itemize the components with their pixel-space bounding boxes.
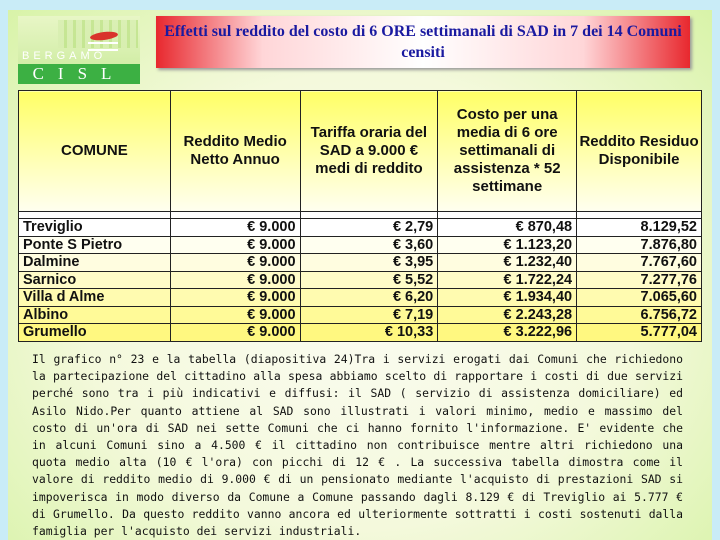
cell-comune: Villa d Alme bbox=[19, 289, 171, 307]
cell-residuo: 5.777,04 bbox=[577, 324, 702, 342]
cell-comune: Dalmine bbox=[19, 254, 171, 272]
header-comune: COMUNE bbox=[19, 91, 171, 212]
cell-tariffa: € 10,33 bbox=[300, 324, 438, 342]
cell-comune: Albino bbox=[19, 306, 171, 324]
cell-tariffa: € 6,20 bbox=[300, 289, 438, 307]
cell-comune: Grumello bbox=[19, 324, 171, 342]
cell-residuo: 7.065,60 bbox=[577, 289, 702, 307]
table-row bbox=[19, 324, 702, 342]
cell-tariffa: € 5,52 bbox=[300, 271, 438, 289]
cell-residuo: 7.277,76 bbox=[577, 271, 702, 289]
logo-city: BERGAMO bbox=[22, 50, 107, 62]
cisl-bergamo-logo bbox=[18, 16, 140, 84]
cell-reddito: € 9.000 bbox=[170, 306, 300, 324]
cell-residuo: 6.756,72 bbox=[577, 306, 702, 324]
cell-tariffa: € 3,95 bbox=[300, 254, 438, 272]
table-row bbox=[19, 289, 702, 307]
cell-reddito: € 9.000 bbox=[170, 324, 300, 342]
cell-costo: € 1.123,20 bbox=[438, 236, 577, 254]
income-table bbox=[18, 90, 702, 342]
table-row bbox=[19, 219, 702, 237]
cell-costo: € 870,48 bbox=[438, 219, 577, 237]
cell-reddito: € 9.000 bbox=[170, 271, 300, 289]
header-reddito: Reddito Medio Netto Annuo bbox=[170, 91, 300, 212]
table-row bbox=[19, 236, 702, 254]
cell-costo: € 1.722,24 bbox=[438, 271, 577, 289]
table-row bbox=[19, 271, 702, 289]
header-residuo: Reddito Residuo Disponibile bbox=[577, 91, 702, 212]
cell-tariffa: € 2,79 bbox=[300, 219, 438, 237]
logo-org: CISL bbox=[18, 64, 140, 84]
cell-residuo: 7.767,60 bbox=[577, 254, 702, 272]
table-row bbox=[19, 254, 702, 272]
cell-costo: € 1.934,40 bbox=[438, 289, 577, 307]
cell-comune: Ponte S Pietro bbox=[19, 236, 171, 254]
cell-comune: Sarnico bbox=[19, 271, 171, 289]
cell-tariffa: € 7,19 bbox=[300, 306, 438, 324]
cell-comune: Treviglio bbox=[19, 219, 171, 237]
cell-residuo: 7.876,80 bbox=[577, 236, 702, 254]
body-text: Il grafico n° 23 e la tabella (diapositiva 24)Tra i servizi erogati dai Comuni che richiedono la partecipazione del cittadino alla spesa abbiamo scelto di rapportare i costi di due servizi perché sono tra i più indicativi e diffusi: il SAD ( servizio di assistenza domiciliare) ed Asilo Nido.Per quanto attiene al SAD sono illustrati i valori minimo, medio e massimo del costo di un'ora di SAD nei sette Comuni che ci hanno fornito l'informazione. E' evidente che in alcuni Comuni sino a 4.500 € il cittadino non contribuisce mentre altri richiedono una quota medio alta (10 € l'ora) con picchi di 12 € . La successiva tabella dimostra come il valore di reddito medio di 9.000 € di un pensionato mediante l'acquisto di prestazioni SAD si impoverisca in modo diverso da Comune a Comune passando dagli 8.129 € di Treviglio ai 5.777 € di Grumello. Da questo reddito vanno ancora ed ulteriormente sottratti i costi sostenuti dalla famiglia per l'acquisto dei servizi industriali. bbox=[32, 352, 683, 539]
cell-costo: € 2.243,28 bbox=[438, 306, 577, 324]
cell-residuo: 8.129,52 bbox=[577, 219, 702, 237]
slide-title: Effetti sul reddito del costo di 6 ORE settimanali di SAD in 7 dei 14 Comuni censiti bbox=[156, 16, 690, 68]
cell-reddito: € 9.000 bbox=[170, 236, 300, 254]
header-costo: Costo per una media di 6 ore settimanali di assistenza * 52 settimane bbox=[438, 91, 577, 212]
cell-reddito: € 9.000 bbox=[170, 254, 300, 272]
cell-reddito: € 9.000 bbox=[170, 219, 300, 237]
cell-reddito: € 9.000 bbox=[170, 289, 300, 307]
cell-costo: € 3.222,96 bbox=[438, 324, 577, 342]
header-tariffa: Tariffa oraria del SAD a 9.000 € medi di reddito bbox=[300, 91, 438, 212]
cell-costo: € 1.232,40 bbox=[438, 254, 577, 272]
cell-tariffa: € 3,60 bbox=[300, 236, 438, 254]
table-header bbox=[19, 91, 702, 212]
spacer-row bbox=[19, 212, 702, 219]
table-row bbox=[19, 306, 702, 324]
